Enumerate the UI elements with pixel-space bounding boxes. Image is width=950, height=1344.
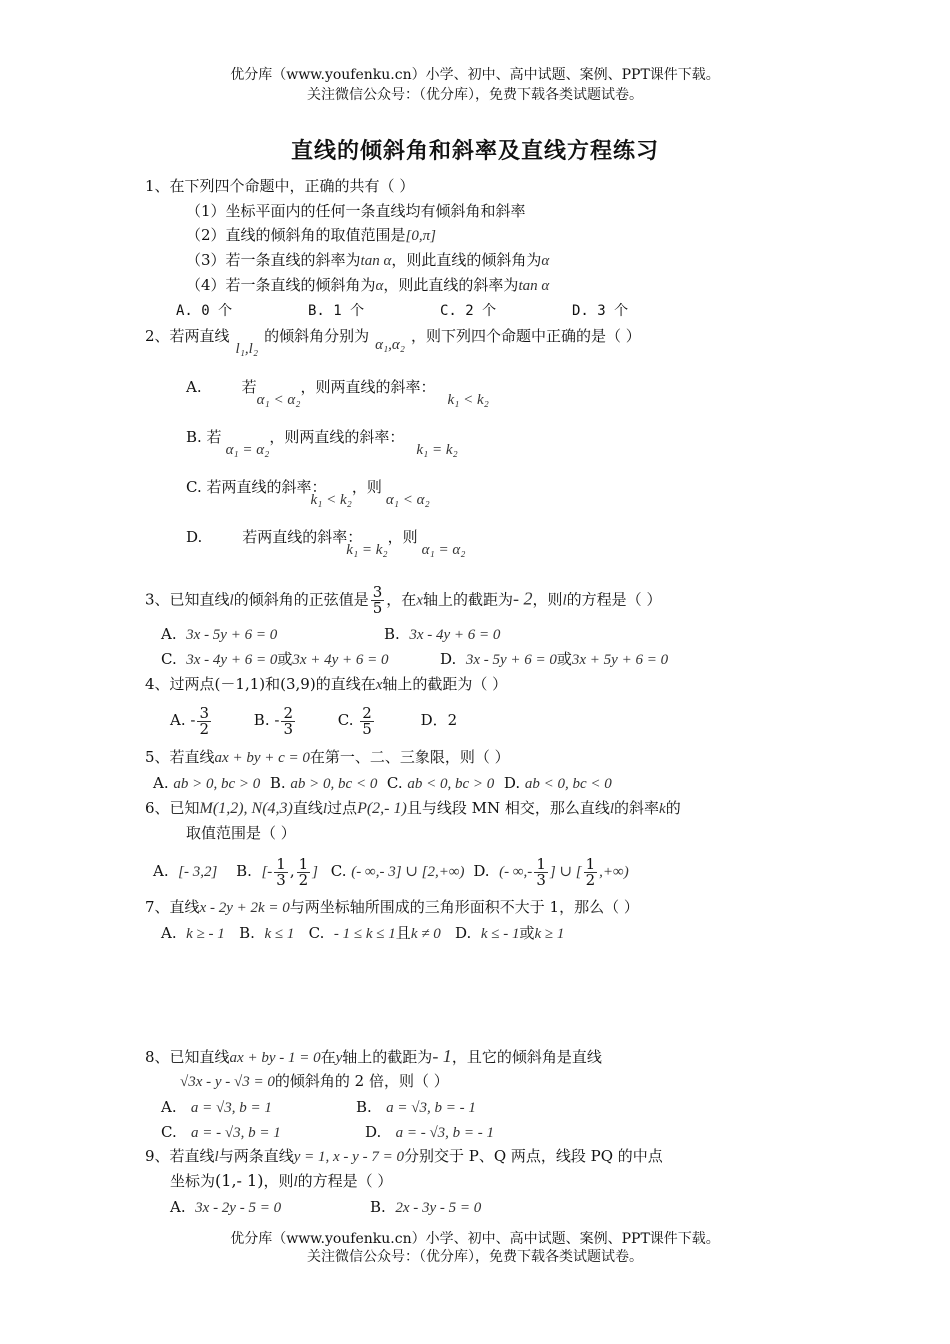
q5-stem: 5、若直线ax + by + c = 0在第一、二、三象限，则（ ） bbox=[145, 748, 510, 766]
header-line-1: 优分库（www.youfenku.cn）小学、初中、高中试题、案例、PPT课件下载。 bbox=[230, 67, 720, 83]
q2-option-d: D. 若两直线的斜率：k₁ = k₂，则α₁ = α₂ bbox=[186, 528, 466, 558]
q2-stem: 2、若两直线l₁,l₂的倾斜角分别为 α₁,α₂ ，则下列四个命题中正确的是（ ） bbox=[145, 327, 641, 357]
q2-option-a: A. 若α₁ < α₂，则两直线的斜率：k₁ < k₂ bbox=[186, 378, 489, 408]
q2-option-b: B. 若α₁ = α₂，则两直线的斜率：k₁ = k₂ bbox=[186, 428, 458, 458]
q4-options bbox=[170, 701, 457, 739]
q2-option-c: C. 若两直线的斜率：k₁ < k₂，则α₁ < α₂ bbox=[186, 478, 430, 508]
q5-options: A. ab > 0, bc > 0 B. ab > 0, bc < 0 C. ab < 0, bc > 0 D. ab < 0, bc < 0 bbox=[153, 774, 612, 792]
q6-option-d: D. (- ∞,- $\frac{1}{3}$ ] ∪ [ $\frac{1}{2}$ ,+∞) bbox=[473, 854, 629, 889]
page-title: 直线的倾斜角和斜率及直线方程练习 bbox=[290, 138, 659, 164]
q4-stem: 4、过两点(－1,1)和(3,9)的直线在x轴上的截距为（ ） bbox=[145, 675, 508, 693]
q8-option-c: C. a = - √3, b = 1 bbox=[161, 1123, 281, 1141]
q1-options: A. 0 个 B. 1 个 C. 2 个 D. 3 个 bbox=[176, 303, 629, 319]
q6-stem: 6、已知M(1,2), N(4,3)直线l过点P(2,- 1)且与线段 MN 相交，那么直线l的斜率k的 bbox=[145, 799, 681, 817]
q4-option-a: A. - $\frac{3}{2}$ bbox=[170, 703, 210, 738]
q7-options: A. k ≥ - 1 B. k ≤ 1 C. - 1 ≤ k ≤ 1且k ≠ 0 D. k ≤ - 1或k ≥ 1 bbox=[161, 924, 565, 942]
q1-statement-2: （2）直线的倾斜角的取值范围是[0,π] bbox=[186, 226, 436, 244]
q8-option-d: D. a = - √3, b = - 1 bbox=[365, 1123, 495, 1141]
q8-stem: 8、已知直线ax + by - 1 = 0在y轴上的截距为- 1，且它的倾斜角是直线 bbox=[145, 1046, 602, 1066]
q4-option-c: C. $\frac{2}{5}$ bbox=[337, 703, 372, 738]
header-line-2: 关注微信公众号：（优分库），免费下载各类试题试卷。 bbox=[307, 87, 643, 103]
q8-stem-line-2: √3x - y - √3 = 0的倾斜角的 2 倍，则（ ） bbox=[180, 1072, 449, 1090]
q3-stem: 3、已知直线l的倾斜角的正弦值是 $\frac{3}{5}$ ，在x轴上的截距为- 2，则l的方程是（ ） bbox=[145, 583, 662, 617]
q6-stem-line-2: 取值范围是（ ） bbox=[186, 824, 296, 842]
q8-option-b: B. a = √3, b = - 1 bbox=[356, 1098, 476, 1116]
q6-option-b: B. [- $\frac{1}{3}$ , $\frac{1}{2}$ ] bbox=[236, 854, 319, 889]
q9-stem-line-2: 坐标为(1,- 1)，则l的方程是（ ） bbox=[170, 1171, 393, 1190]
q8-option-a: A. a = √3, b = 1 bbox=[161, 1098, 272, 1116]
q9-stem: 9、若直线l与两条直线y = 1, x - y - 7 = 0分别交于 P、Q 两点，线段 PQ 的中点 bbox=[145, 1147, 663, 1165]
q7-stem: 7、直线x - 2y + 2k = 0与两坐标轴所围成的三角形面积不大于 1，那么（ ） bbox=[145, 898, 639, 916]
footer-line-2: 关注微信公众号：（优分库），免费下载各类试题试卷。 bbox=[307, 1249, 643, 1265]
q9-option-b: B. 2x - 3y - 5 = 0 bbox=[370, 1198, 482, 1216]
q1-statement-4: （4）若一条直线的倾斜角为α，则此直线的斜率为tan α bbox=[186, 276, 550, 294]
q3-option-a: A. 3x - 5y + 6 = 0 bbox=[161, 625, 278, 643]
q3-option-d: D. 3x - 5y + 6 = 0或3x + 5y + 6 = 0 bbox=[440, 650, 669, 668]
q3-sine-fraction: $\frac{3}{5}$ bbox=[372, 583, 383, 617]
q6-options bbox=[153, 851, 629, 892]
q6-option-a: A. [- 3,2] bbox=[153, 862, 218, 880]
q1-stem: 1、在下列四个命题中，正确的共有（ ） bbox=[145, 177, 415, 195]
footer-line-1: 优分库（www.youfenku.cn）小学、初中、高中试题、案例、PPT课件下载。 bbox=[230, 1231, 720, 1247]
q6-option-c: C. (- ∞,- 3] ∪ [2,+∞) bbox=[330, 862, 465, 880]
q4-option-d: D．2 bbox=[420, 711, 458, 729]
q1-statement-1: （1）坐标平面内的任何一条直线均有倾斜角和斜率 bbox=[186, 202, 526, 220]
q1-statement-3: （3）若一条直线的斜率为tan α，则此直线的倾斜角为α bbox=[186, 251, 550, 269]
q9-option-a: A. 3x - 2y - 5 = 0 bbox=[170, 1198, 282, 1216]
q4-option-b: B. - $\frac{2}{3}$ bbox=[253, 703, 293, 738]
q3-option-c: C. 3x - 4y + 6 = 0或3x + 4y + 6 = 0 bbox=[161, 650, 389, 668]
q3-option-b: B. 3x - 4y + 6 = 0 bbox=[384, 625, 501, 643]
